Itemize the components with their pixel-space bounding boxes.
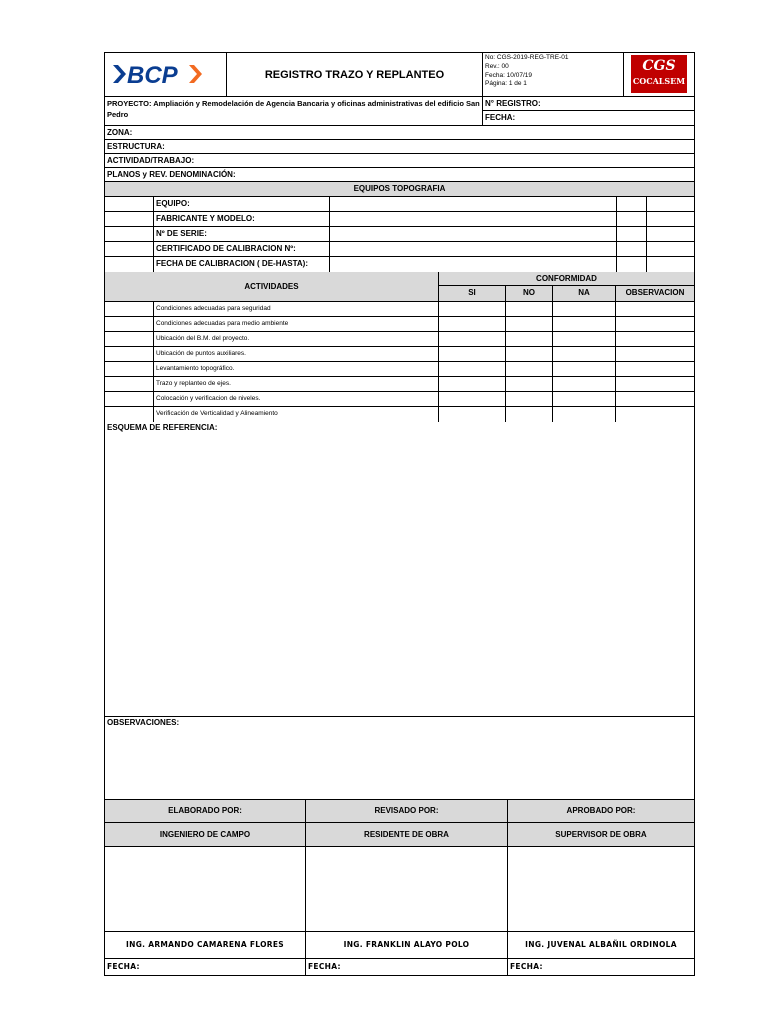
- actividad-na[interactable]: [553, 362, 616, 376]
- actividad-no[interactable]: [506, 362, 553, 376]
- actividad-blank-cell: [105, 362, 154, 376]
- role-revisado: REVISADO POR:: [306, 800, 508, 822]
- equipo-check-1: [617, 227, 647, 241]
- actividad-no[interactable]: [506, 302, 553, 316]
- equipo-blank-cell: [105, 227, 154, 241]
- observaciones-label: OBSERVACIONES:: [107, 718, 180, 727]
- cgs-logo-text: CGS: [642, 58, 676, 74]
- equipo-blank-cell: [105, 242, 154, 256]
- form-sheet: [104, 52, 695, 976]
- firmas-roles: [105, 800, 694, 823]
- actividad-label: Condiciones adecuadas para seguridad: [154, 302, 439, 316]
- actividad-blank-cell: [105, 302, 154, 316]
- equipo-value: [330, 197, 617, 211]
- actividad-label: Trazo y replanteo de ejes.: [154, 377, 439, 391]
- fecha-3: FECHA:: [510, 962, 543, 971]
- role-elaborado: ELABORADO POR:: [105, 800, 306, 822]
- equipo-check-2: [647, 197, 694, 211]
- equipo-value: [330, 227, 617, 241]
- planos-field: PLANOS y REV. DENOMINACIÓN:: [107, 170, 236, 179]
- equipo-row: [105, 227, 694, 242]
- firmas-space: [105, 847, 694, 932]
- actividad-si[interactable]: [439, 332, 506, 346]
- actividad-blank-cell: [105, 317, 154, 331]
- actividad-row: [105, 332, 694, 347]
- cargo-residente: RESIDENTE DE OBRA: [306, 823, 508, 846]
- cgs-logo: [624, 53, 694, 96]
- actividad-row: [105, 317, 694, 332]
- signature-box-1: [105, 847, 306, 931]
- col-na: NA: [553, 286, 616, 301]
- col-no: NO: [506, 286, 553, 301]
- actividad-row: [105, 377, 694, 392]
- actividad-si[interactable]: [439, 317, 506, 331]
- actividad-no[interactable]: [506, 392, 553, 406]
- equipo-row: [105, 242, 694, 257]
- col-observacion: OBSERVACION: [625, 288, 685, 297]
- equipo-check-1: [617, 197, 647, 211]
- signature-box-2: [306, 847, 508, 931]
- doc-info: [483, 53, 624, 96]
- actividad-no[interactable]: [506, 347, 553, 361]
- col-si: SI: [439, 286, 506, 301]
- actividad-si[interactable]: [439, 302, 506, 316]
- actividad-row: [105, 347, 694, 362]
- actividad-blank-cell: [105, 377, 154, 391]
- fecha-label: FECHA:: [485, 113, 516, 122]
- equipo-value: [330, 212, 617, 226]
- equipo-check-1: [617, 212, 647, 226]
- actividad-label: Colocación y verificacion de niveles.: [154, 392, 439, 406]
- equipo-row: [105, 212, 694, 227]
- actividad-si[interactable]: [439, 407, 506, 422]
- actividad-na[interactable]: [553, 392, 616, 406]
- equipo-label: EQUIPO:: [154, 197, 330, 211]
- equipo-blank-cell: [105, 257, 154, 272]
- role-aprobado: APROBADO POR:: [566, 806, 636, 815]
- actividad-observacion[interactable]: [616, 332, 694, 346]
- conformidad-title: CONFORMIDAD: [439, 272, 694, 286]
- registro-fecha: [483, 97, 694, 125]
- actividad-no[interactable]: [506, 407, 553, 422]
- firmas-fechas: [105, 959, 694, 975]
- actividad-label: Ubicación del B.M. del proyecto.: [154, 332, 439, 346]
- actividad-na[interactable]: [553, 332, 616, 346]
- actividad-na[interactable]: [553, 347, 616, 361]
- actividad-blank-cell: [105, 332, 154, 346]
- actividad-observacion[interactable]: [616, 377, 694, 391]
- equipo-check-1: [617, 242, 647, 256]
- actividad-label: Levantamiento topográfico.: [154, 362, 439, 376]
- esquema-label: ESQUEMA DE REFERENCIA:: [107, 423, 218, 432]
- firmas-cargos: [105, 823, 694, 847]
- bcp-logo-text: BCP: [127, 62, 178, 89]
- title-cell: [227, 53, 483, 96]
- actividad-row: [105, 362, 694, 377]
- equipo-label: FABRICANTE Y MODELO:: [154, 212, 330, 226]
- actividad-observacion[interactable]: [616, 407, 694, 422]
- equipo-label: CERTIFICADO DE CALIBRACION Nº:: [154, 242, 330, 256]
- actividad-na[interactable]: [553, 302, 616, 316]
- actividad-blank-cell: [105, 392, 154, 406]
- bcp-logo-icon: [111, 59, 211, 89]
- actividad-field: ACTIVIDAD/TRABAJO:: [107, 156, 195, 165]
- actividad-na[interactable]: [553, 407, 616, 422]
- doc-date: Fecha: 10/07/19: [485, 71, 532, 79]
- equipo-row: [105, 257, 694, 272]
- actividad-blank-cell: [105, 347, 154, 361]
- cargo-campo: INGENIERO DE CAMPO: [105, 823, 306, 846]
- equipo-check-2: [647, 257, 694, 272]
- actividad-label: Ubicación de puntos auxiliares.: [154, 347, 439, 361]
- actividad-no[interactable]: [506, 317, 553, 331]
- signature-box-3: [508, 847, 694, 931]
- actividad-no[interactable]: [506, 332, 553, 346]
- doc-number: No: CGS-2019-REG-TRE-01: [485, 54, 569, 61]
- fecha-1: FECHA:: [105, 959, 306, 975]
- equipo-blank-cell: [105, 212, 154, 226]
- actividad-blank-cell: [105, 407, 154, 422]
- actividad-no[interactable]: [506, 377, 553, 391]
- firmas-nombres: [105, 932, 694, 959]
- equipo-check-2: [647, 227, 694, 241]
- equipos-title: EQUIPOS TOPOGRAFIA: [353, 184, 446, 193]
- equipo-check-1: [617, 257, 647, 272]
- actividad-observacion[interactable]: [616, 362, 694, 376]
- actividad-label: Verificación de Verticalidad y Alineamiento: [154, 407, 439, 422]
- actividad-na[interactable]: [553, 317, 616, 331]
- doc-revision: Rev.: 00: [485, 62, 509, 70]
- equipo-value: [330, 257, 617, 272]
- actividad-observacion[interactable]: [616, 392, 694, 406]
- actividad-label: Condiciones adecuadas para medio ambiente: [154, 317, 439, 331]
- doc-page: Página: 1 de 1: [485, 80, 527, 88]
- actividad-si[interactable]: [439, 347, 506, 361]
- fecha-2: FECHA:: [306, 959, 508, 975]
- nombre-3: ING. JUVENAL ALBAÑIL ORDINOLA: [525, 940, 677, 949]
- actividades-header: [105, 272, 694, 302]
- actividad-si[interactable]: [439, 362, 506, 376]
- actividad-row: [105, 407, 694, 422]
- equipo-blank-cell: [105, 197, 154, 211]
- cgs-logo-subtext: COCALSEM: [632, 76, 686, 86]
- equipo-value: [330, 242, 617, 256]
- actividad-row: [105, 392, 694, 407]
- actividad-si[interactable]: [439, 392, 506, 406]
- bcp-logo: [105, 53, 227, 96]
- form-title: REGISTRO TRAZO Y REPLANTEO: [264, 68, 445, 81]
- actividad-observacion[interactable]: [616, 302, 694, 316]
- actividad-row: [105, 302, 694, 317]
- project-row: [105, 97, 694, 126]
- zona-field: ZONA:: [107, 128, 133, 137]
- actividad-observacion[interactable]: [616, 317, 694, 331]
- registro-label: N° REGISTRO:: [483, 97, 694, 111]
- form-header: [105, 53, 694, 97]
- actividad-na[interactable]: [553, 377, 616, 391]
- project-label: PROYECTO: Ampliación y Remodelación de Agencia Bancaria y oficinas administrativas del edificio San Pedro: [105, 97, 483, 125]
- nombre-2: ING. FRANKLIN ALAYO POLO: [306, 932, 508, 958]
- equipo-label: Nº DE SERIE:: [154, 227, 330, 241]
- equipo-row: [105, 197, 694, 212]
- equipo-label: FECHA DE CALIBRACION ( DE-HASTA):: [154, 257, 330, 272]
- equipo-check-2: [647, 242, 694, 256]
- estructura-field: ESTRUCTURA:: [107, 142, 165, 151]
- actividades-title: ACTIVIDADES: [105, 272, 439, 301]
- nombre-1: ING. ARMANDO CAMARENA FLORES: [105, 932, 306, 958]
- actividad-observacion[interactable]: [616, 347, 694, 361]
- actividad-si[interactable]: [439, 377, 506, 391]
- cargo-supervisor: SUPERVISOR DE OBRA: [555, 830, 647, 839]
- equipo-check-2: [647, 212, 694, 226]
